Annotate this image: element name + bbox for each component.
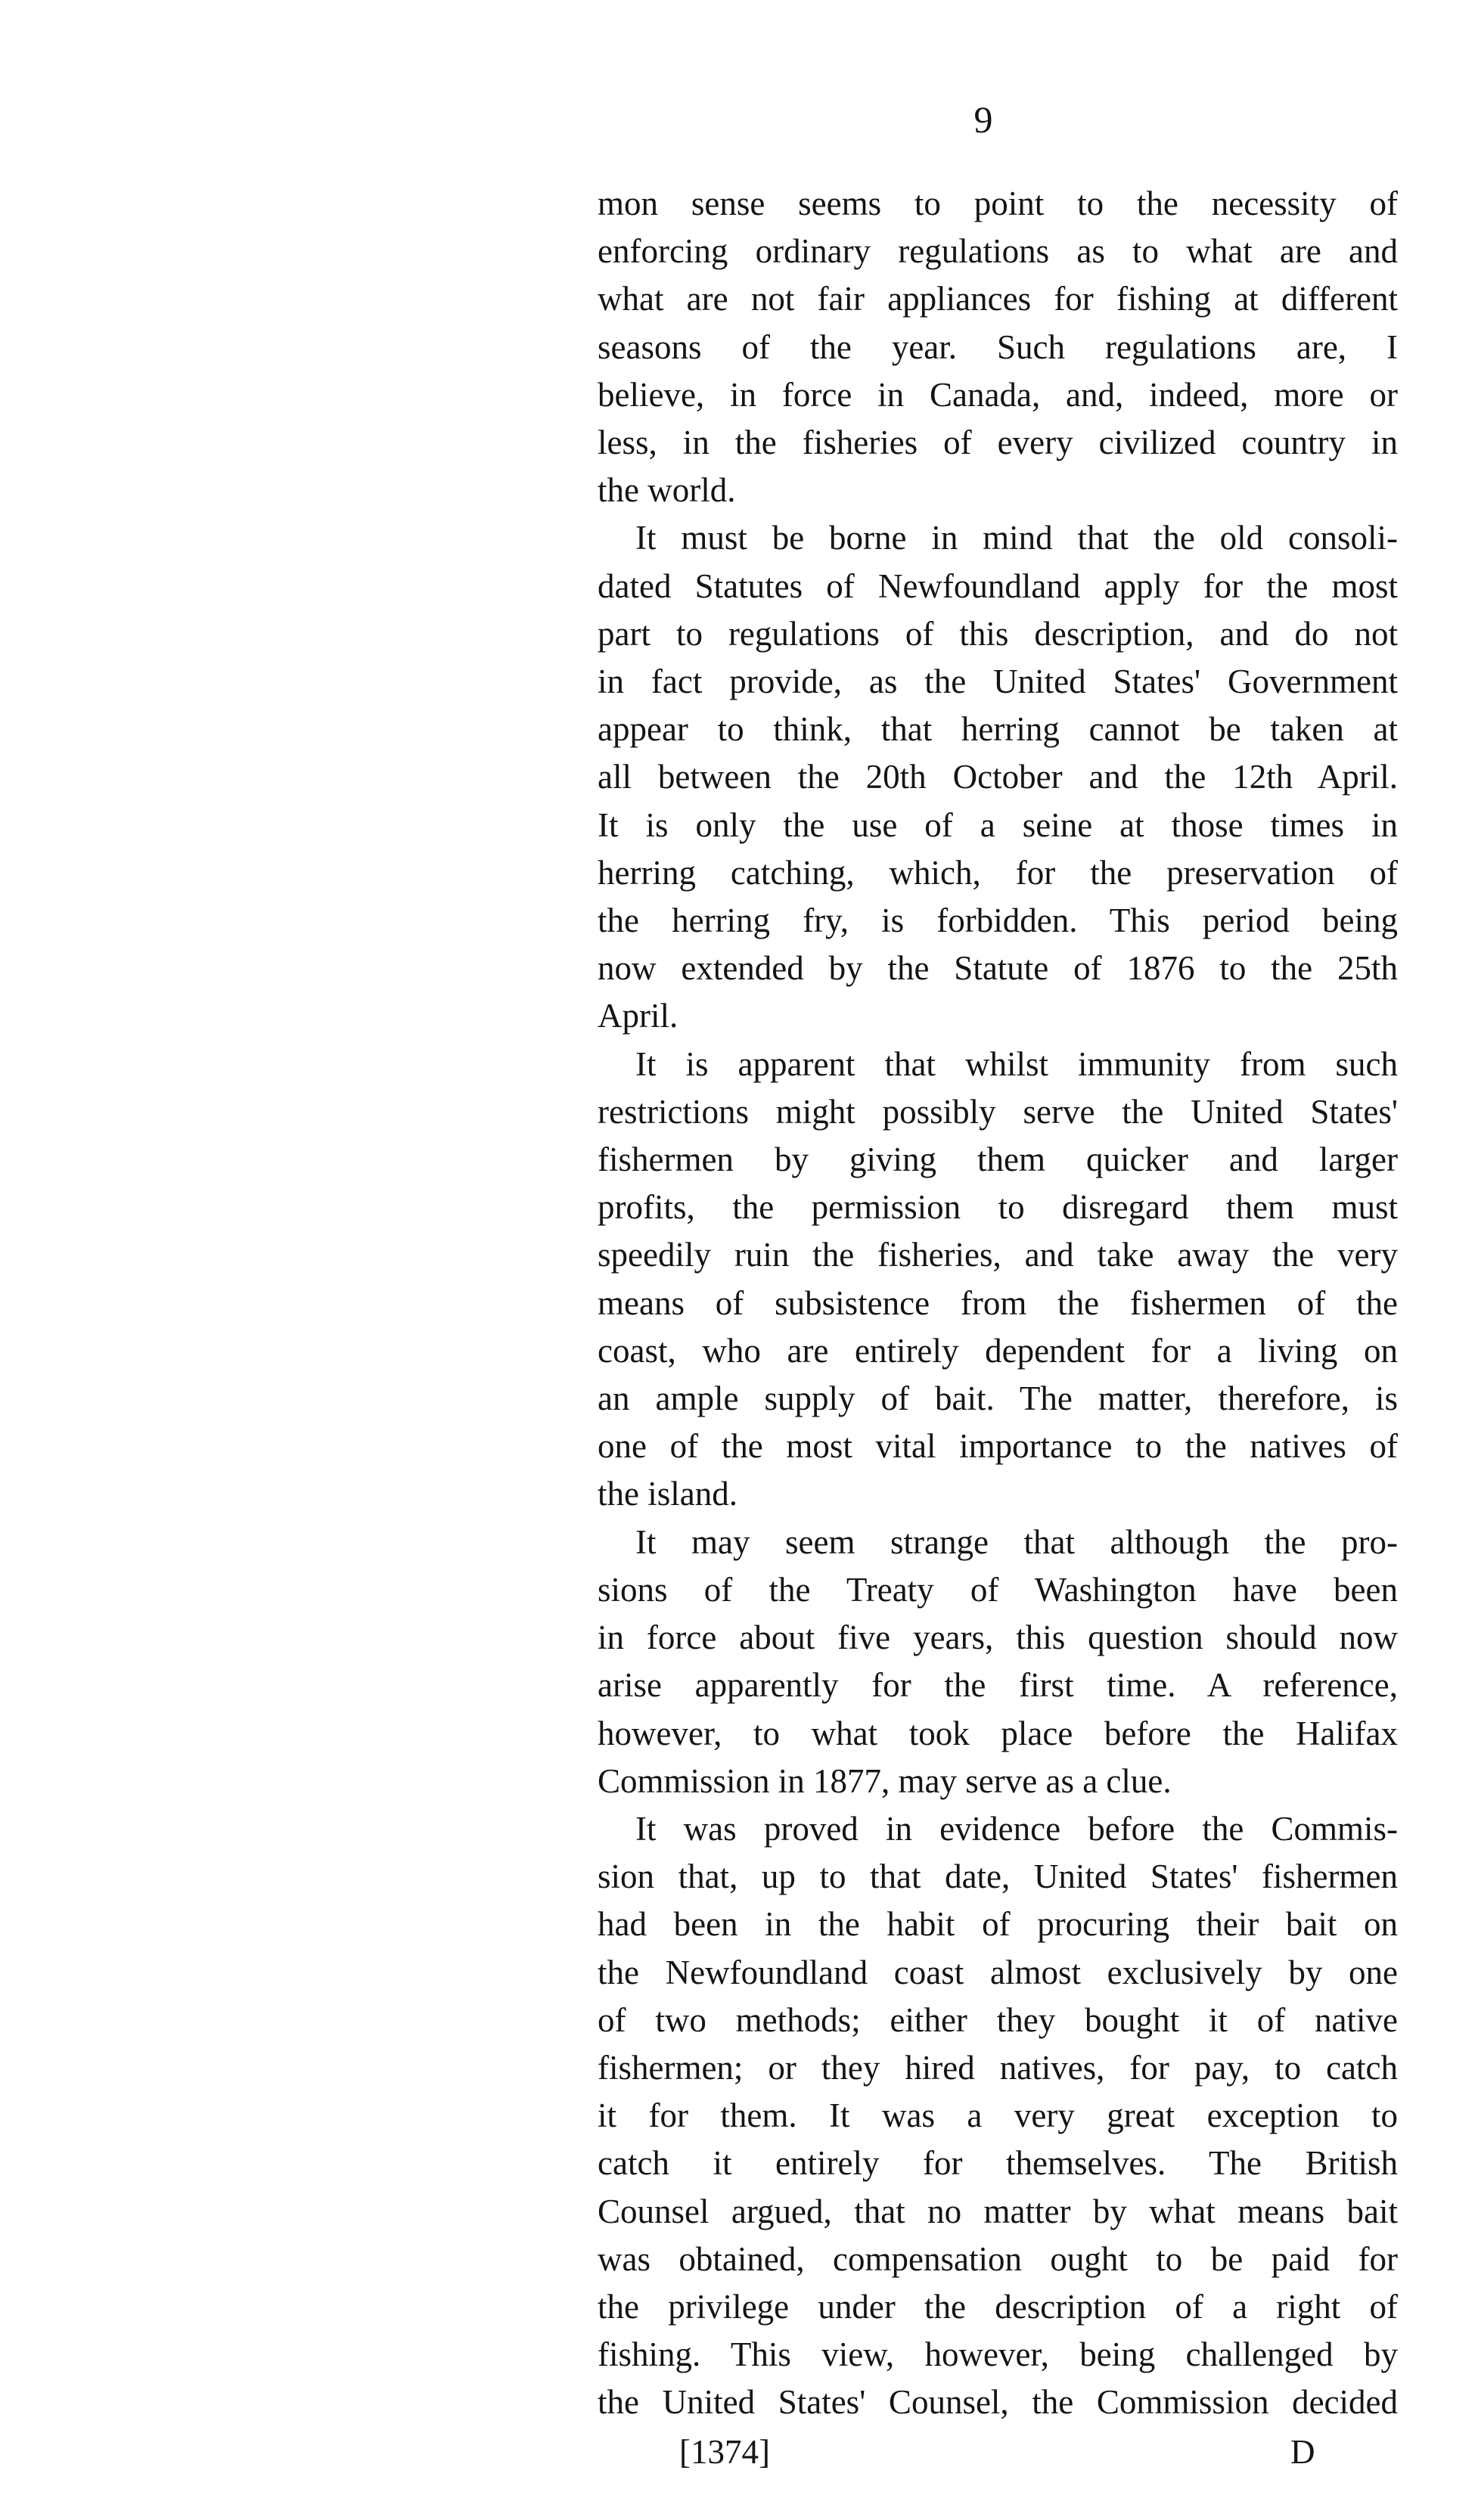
text-line: was obtained, compensation ought to be paid for [598,2239,1398,2278]
text-line: had been in the habit of procuring their bait on [598,1905,1398,1944]
text-line: profits, the permission to disregard them must [598,1188,1398,1227]
text-line: however, to what took place before the Halifax [598,1714,1398,1752]
text-line: in force about five years, this question should now [598,1618,1398,1657]
text-line: It is only the use of a seine at those times in [598,805,1398,844]
text-line: fishermen by giving them quicker and larger [598,1141,1398,1179]
text-line: appear to think, that herring cannot be taken at [598,710,1398,749]
text-line: all between the 20th October and the 12th April. [598,758,1398,796]
text-line: the United States' Counsel, the Commission decided [598,2383,1398,2422]
text-line: fishing. This view, however, being challenged by [598,2335,1398,2374]
text-line: It may seem strange that although the pro- [635,1522,1398,1561]
paragraph [598,180,1398,514]
text-line: less, in the fisheries of every civilized country in [598,424,1398,462]
text-line: It is apparent that whilst immunity from such [635,1044,1398,1083]
text-line: coast, who are entirely dependent for a living on [598,1331,1398,1370]
text-line: speedily ruin the fisheries, and take away the very [598,1236,1398,1274]
text-line: arise apparently for the first time. A reference, [598,1666,1398,1705]
text-line: herring catching, which, for the preservation of [598,853,1398,892]
sheet-letter: D [1290,2433,1315,2471]
text-line: the herring fry, is forbidden. This period being [598,902,1398,940]
text-line: restrictions might possibly serve the United States' [598,1092,1398,1131]
text-line: in fact provide, as the United States' Government [598,663,1398,701]
page-number: 9 [973,98,993,141]
text-line: the world. [598,471,736,510]
text-line: the Newfoundland coast almost exclusively by one [598,1953,1398,1991]
text-line: dated Statutes of Newfoundland apply for the most [598,566,1398,605]
text-line: It must be borne in mind that the old consoli- [635,519,1398,557]
text-line: believe, in force in Canada, and, indeed, more or [598,375,1398,414]
body-text [598,180,1398,2427]
text-line: seasons of the year. Such regulations are, I [598,327,1398,366]
text-line: an ample supply of bait. The matter, therefore, is [598,1379,1398,1418]
text-line: what are not fair appliances for fishing at different [598,280,1398,318]
paragraph [598,514,1398,1040]
text-line: Commission in 1877, may serve as a clue. [598,1761,1172,1800]
text-line: of two methods; either they bought it of native [598,2000,1398,2039]
text-line: now extended by the Statute of 1876 to the 25th [598,949,1398,988]
text-line: it for them. It was a very great exception to [598,2096,1398,2135]
text-line: mon sense seems to point to the necessity of [598,185,1398,222]
text-line: It was proved in evidence before the Commis- [635,1809,1398,1848]
paragraph [598,1519,1398,1805]
text-line: means of subsistence from the fishermen of the [598,1283,1398,1322]
text-line: catch it entirely for themselves. The British [598,2144,1398,2183]
paragraph [598,1805,1398,2427]
text-line: April. [598,997,678,1035]
text-line: one of the most vital importance to the natives of [598,1427,1398,1466]
paragraph [598,1041,1398,1519]
text-line: the privilege under the description of a right of [598,2287,1398,2326]
signature-mark: [1374] [679,2433,770,2471]
text-line: sions of the Treaty of Washington have been [598,1570,1398,1609]
text-line: fishermen; or they hired natives, for pay, to catch [598,2048,1398,2087]
text-line: the island. [598,1475,737,1513]
text-line: sion that, up to that date, United States' fishermen [598,1857,1398,1896]
text-line: enforcing ordinary regulations as to what are and [598,232,1398,271]
text-line: part to regulations of this description, and do not [598,614,1398,653]
text-line: Counsel argued, that no matter by what means bait [598,2192,1398,2230]
